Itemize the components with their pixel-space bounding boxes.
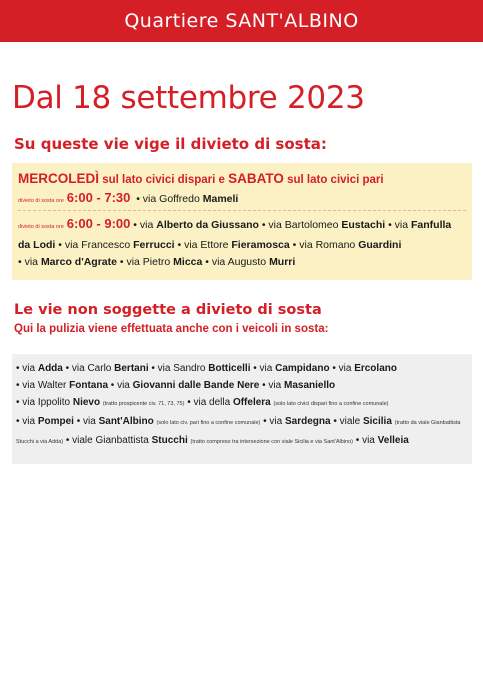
street-name: Micca bbox=[173, 256, 203, 268]
street-note: (tratto da viale Gianbattista Stucchi a via Adda) bbox=[16, 420, 461, 445]
street-note: (tratto compreso tra intersezione con viale Sicilia e via Sant'Albino) bbox=[190, 439, 354, 445]
street-mameli: Mameli bbox=[202, 193, 239, 205]
slot1-line bbox=[18, 190, 466, 205]
street-sep: • via bbox=[16, 416, 38, 427]
street-name: Nievo bbox=[72, 397, 101, 408]
street-name: Guardini bbox=[358, 238, 402, 251]
street-sep: • via Sandro bbox=[148, 363, 209, 374]
street-sep: • viale Gianbattista bbox=[63, 435, 152, 446]
street-sep: • via Walter bbox=[16, 380, 70, 391]
street-name: Fontana bbox=[69, 380, 109, 391]
page-title: Dal 18 settembre 2023 bbox=[12, 80, 365, 116]
street-sep: • via bbox=[133, 219, 157, 231]
street-name: Fieramosca bbox=[231, 238, 290, 251]
street-note: (solo lato civ. pari fino a confine comunale) bbox=[156, 420, 261, 426]
day1-rule: sul lato civici dispari e bbox=[102, 174, 225, 186]
street-sep: • via bbox=[16, 363, 38, 374]
street-name: Giovanni dalle Bande Nere bbox=[132, 380, 260, 391]
street-note: (tratto prospicente civ. 71, 73, 75) bbox=[102, 401, 185, 407]
street-name: Stucchi bbox=[151, 435, 188, 446]
street-note: (solo lato civici dispari fino a confine comunale) bbox=[273, 401, 389, 407]
street-name: Sicilia bbox=[362, 416, 392, 427]
dashed-divider bbox=[18, 210, 466, 211]
street-name: Sant'Albino bbox=[98, 416, 154, 427]
street-sep: • via bbox=[18, 256, 41, 268]
street-sep: • via Ippolito bbox=[16, 397, 73, 408]
street-sep: • via bbox=[250, 363, 276, 374]
slot2-block bbox=[18, 215, 466, 272]
street-sep: • via bbox=[108, 380, 133, 391]
street-sep: • via Romano bbox=[289, 238, 359, 251]
street-sep: • via Bartolomeo bbox=[258, 219, 342, 231]
street-sep: • via Ettore bbox=[174, 238, 232, 251]
header-banner bbox=[0, 0, 483, 42]
street-name: Bertani bbox=[114, 363, 149, 374]
street-name: Eustachi bbox=[341, 219, 386, 231]
street-sep: • via bbox=[353, 435, 378, 446]
sosta-box bbox=[12, 163, 472, 280]
street-name: Offelera bbox=[232, 397, 271, 408]
slot2-time: 6:00 - 9:00 bbox=[66, 216, 131, 231]
free-streets bbox=[16, 360, 468, 451]
street-name: Sardegna bbox=[285, 416, 331, 427]
street-sep: • via bbox=[260, 416, 285, 427]
free-subheading: Qui la pulizia viene effettuata anche con i veicoli in sosta: bbox=[14, 323, 329, 335]
street-name: Adda bbox=[37, 363, 63, 374]
street-sep: • via della bbox=[184, 397, 233, 408]
street-name: Alberto da Giussano bbox=[156, 219, 259, 231]
street-sep: • via bbox=[385, 219, 412, 231]
street-name: Masaniello bbox=[284, 380, 336, 391]
street-sep: • via bbox=[73, 416, 99, 427]
street-name: Campidano bbox=[275, 363, 330, 374]
slot1-time: 6:00 - 7:30 bbox=[66, 190, 131, 205]
street-name: Ercolano bbox=[354, 363, 397, 374]
street-sep: • via Carlo bbox=[62, 363, 115, 374]
day2-label: SABATO bbox=[228, 171, 284, 186]
free-box bbox=[12, 354, 472, 464]
street-name: Pompei bbox=[37, 416, 74, 427]
street-name: Fanfulla da Lodi bbox=[18, 219, 452, 251]
street-sep: • via bbox=[329, 363, 355, 374]
slot2-prefix: divieto di sosta ore bbox=[18, 224, 64, 230]
sosta-heading: Su queste vie vige il divieto di sosta: bbox=[14, 135, 327, 153]
street-name: Marco d'Agrate bbox=[40, 256, 117, 268]
days-line bbox=[18, 171, 466, 186]
street-name: Botticelli bbox=[208, 363, 251, 374]
street-name: Ferrucci bbox=[133, 238, 175, 251]
header-title: Quartiere SANT'ALBINO bbox=[124, 10, 359, 32]
street-sep: • via bbox=[259, 380, 284, 391]
street-sep: • via Pietro bbox=[116, 256, 174, 268]
street-sep: • viale bbox=[330, 416, 363, 427]
street-name: Velleia bbox=[377, 435, 409, 446]
day1-label: MERCOLEDÌ bbox=[18, 171, 99, 186]
slot1-streets: • via Goffredo bbox=[136, 193, 203, 205]
street-sep: • via Augusto bbox=[202, 256, 270, 268]
day2-rule: sul lato civici pari bbox=[287, 174, 384, 186]
free-heading: Le vie non soggette a divieto di sosta bbox=[14, 302, 322, 318]
street-name: Murri bbox=[269, 256, 296, 268]
street-sep: • via Francesco bbox=[55, 238, 134, 251]
slot1-prefix: divieto di sosta ore bbox=[18, 198, 64, 204]
